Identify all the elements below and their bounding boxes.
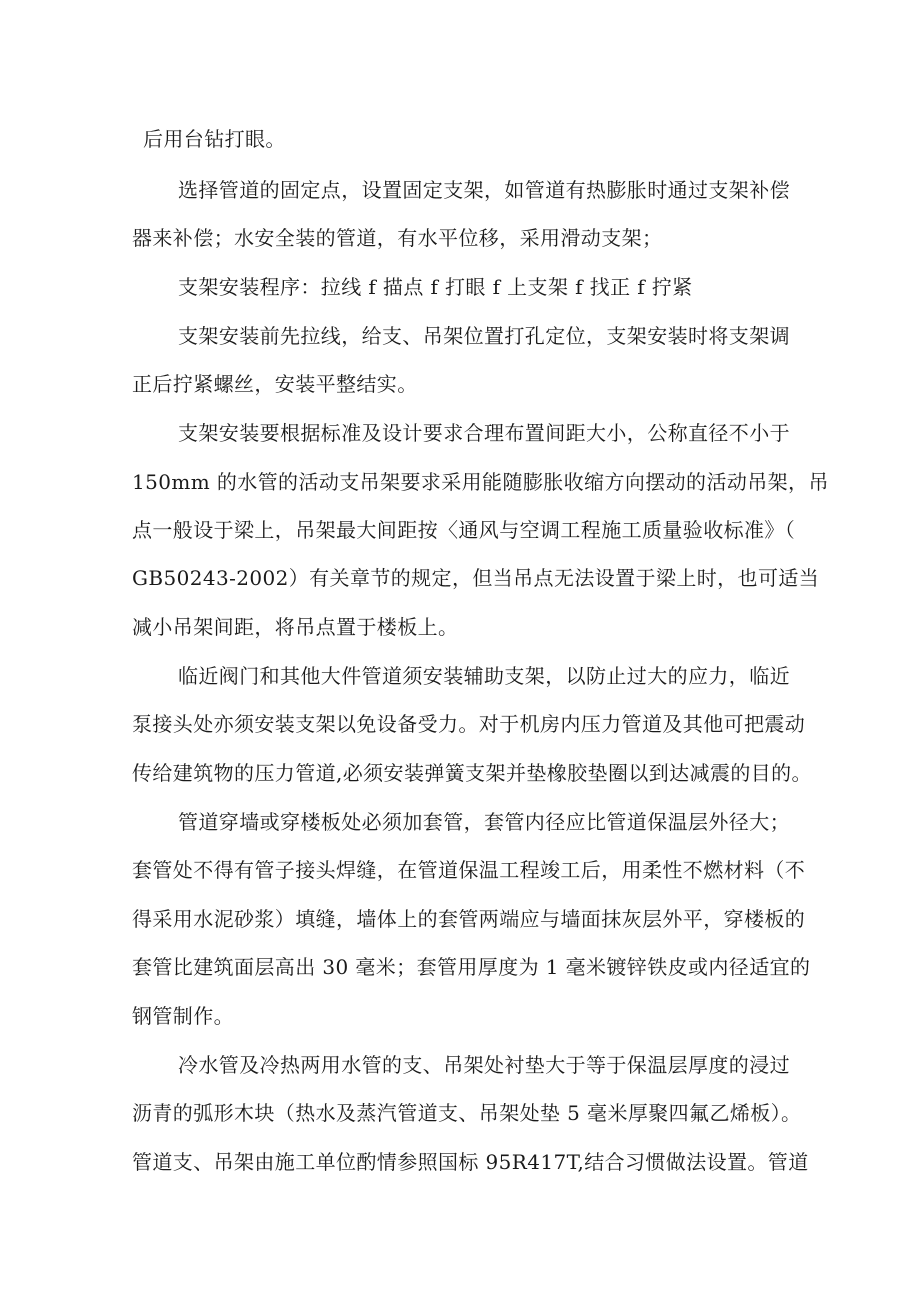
text-line: 支架安装前先拉线，给支、吊架位置打孔定位，支架安装时将支架调 [178,324,790,348]
text-line: 得采用水泥砂浆）填缝，墙体上的套管两端应与墙面抹灰层外平，穿楼板的 [132,907,806,931]
text-line: GB50243-2002）有关章节的规定，但当吊点无法设置于梁上时，也可适当 [132,566,820,590]
text-line: 150mm 的水管的活动支吊架要求采用能随膨胀收缩方向摆动的活动吊架，吊 [132,470,829,494]
text-line: 冷水管及冷热两用水管的支、吊架处衬垫大于等于保温层厚度的浸过 [178,1053,790,1077]
text-line: 减小吊架间距，将吊点置于楼板上。 [132,615,459,639]
text-line: 管道穿墙或穿楼板处必须加套管，套管内径应比管道保温层外径大； [178,810,790,834]
text-line: 套管比建筑面层高出 30 毫米；套管用厚度为 1 毫米镀锌铁皮或内径适宜的 [132,955,811,979]
text-line: 传给建筑物的压力管道,必须安装弹簧支架并垫橡胶垫圈以到达减震的目的。 [132,761,812,785]
text-line: 泵接头处亦须安装支架以免设备受力。对于机房内压力管道及其他可把震动 [132,712,806,736]
text-line: 支架安装要根据标准及设计要求合理布置间距大小，公称直径不小于 [178,421,790,445]
text-line: 套管处不得有管子接头焊缝，在管道保温工程竣工后，用柔性不燃材料（不 [132,858,806,882]
text-line: 器来补偿；水安全装的管道，有水平位移，采用滑动支架； [132,226,663,250]
text-line: 后用台钻打眼。 [143,127,286,151]
text-line: 临近阀门和其他大件管道须安装辅助支架，以防止过大的应力，临近 [178,664,790,688]
text-line: 选择管道的固定点，设置固定支架，如管道有热膨胀时通过支架补偿 [178,178,790,202]
text-line: 支架安装程序：拉线 f 描点 f 打眼 f 上支架 f 找正 f 拧紧 [178,275,693,299]
text-line: 沥青的弧形木块（热水及蒸汽管道支、吊架处垫 5 毫米厚聚四氟乙烯板）。 [132,1101,802,1125]
text-line: 钢管制作。 [132,1004,234,1028]
text-line: 管道支、吊架由施工单位酌情参照国标 95R417T,结合习惯做法设置。管道 [132,1150,809,1174]
text-line: 正后拧紧螺丝，安装平整结实。 [132,372,418,396]
text-line: 点一般设于梁上，吊架最大间距按〈通风与空调工程施工质量验收标准》（ [132,518,796,542]
